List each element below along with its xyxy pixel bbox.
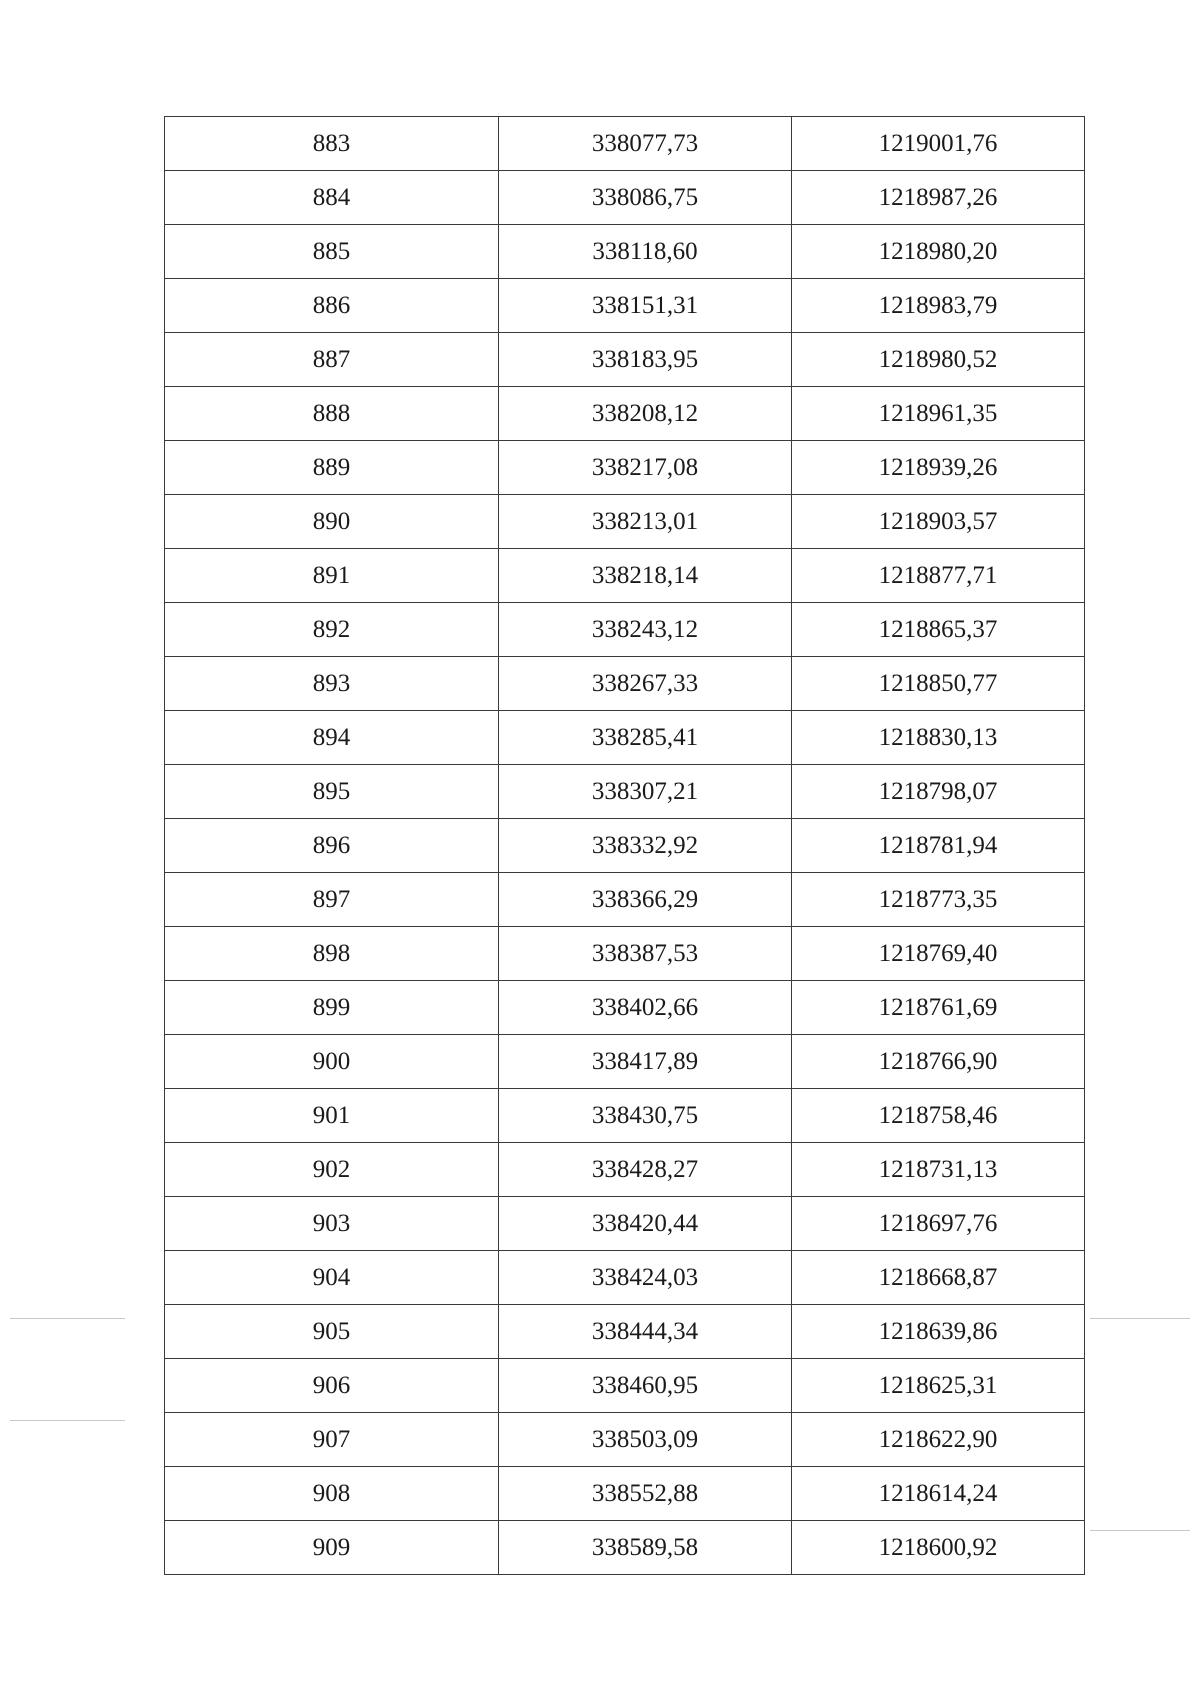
x-coordinate-cell: 338430,75 <box>499 1089 792 1143</box>
x-coordinate-cell: 338213,01 <box>499 495 792 549</box>
x-coordinate-cell: 338402,66 <box>499 981 792 1035</box>
table-row <box>165 819 1085 873</box>
table-row <box>165 711 1085 765</box>
point-number-cell: 890 <box>165 495 499 549</box>
point-number-cell: 898 <box>165 927 499 981</box>
x-coordinate-cell: 338366,29 <box>499 873 792 927</box>
table-row <box>165 1413 1085 1467</box>
y-coordinate-cell: 1218622,90 <box>792 1413 1085 1467</box>
x-coordinate-cell: 338552,88 <box>499 1467 792 1521</box>
x-coordinate-cell: 338503,09 <box>499 1413 792 1467</box>
y-coordinate-cell: 1218614,24 <box>792 1467 1085 1521</box>
point-number-cell: 885 <box>165 225 499 279</box>
point-number-cell: 907 <box>165 1413 499 1467</box>
x-coordinate-cell: 338428,27 <box>499 1143 792 1197</box>
table-row <box>165 1089 1085 1143</box>
table-row <box>165 927 1085 981</box>
x-coordinate-cell: 338151,31 <box>499 279 792 333</box>
y-coordinate-cell: 1218877,71 <box>792 549 1085 603</box>
table-row <box>165 1251 1085 1305</box>
table-row <box>165 171 1085 225</box>
table-row <box>165 1359 1085 1413</box>
y-coordinate-cell: 1218983,79 <box>792 279 1085 333</box>
x-coordinate-cell: 338444,34 <box>499 1305 792 1359</box>
point-number-cell: 900 <box>165 1035 499 1089</box>
y-coordinate-cell: 1218625,31 <box>792 1359 1085 1413</box>
x-coordinate-cell: 338218,14 <box>499 549 792 603</box>
table-row <box>165 495 1085 549</box>
x-coordinate-cell: 338267,33 <box>499 657 792 711</box>
scan-artifact-line <box>1090 1318 1190 1319</box>
y-coordinate-cell: 1218600,92 <box>792 1521 1085 1575</box>
x-coordinate-cell: 338086,75 <box>499 171 792 225</box>
scan-artifact-line <box>1090 1530 1190 1531</box>
point-number-cell: 883 <box>165 117 499 171</box>
point-number-cell: 905 <box>165 1305 499 1359</box>
y-coordinate-cell: 1218758,46 <box>792 1089 1085 1143</box>
table-row <box>165 657 1085 711</box>
y-coordinate-cell: 1218761,69 <box>792 981 1085 1035</box>
table-row <box>165 117 1085 171</box>
y-coordinate-cell: 1218781,94 <box>792 819 1085 873</box>
table-row <box>165 279 1085 333</box>
point-number-cell: 909 <box>165 1521 499 1575</box>
point-number-cell: 896 <box>165 819 499 873</box>
coordinates-table <box>164 116 1085 1575</box>
x-coordinate-cell: 338420,44 <box>499 1197 792 1251</box>
point-number-cell: 891 <box>165 549 499 603</box>
x-coordinate-cell: 338589,58 <box>499 1521 792 1575</box>
point-number-cell: 901 <box>165 1089 499 1143</box>
point-number-cell: 888 <box>165 387 499 441</box>
x-coordinate-cell: 338118,60 <box>499 225 792 279</box>
x-coordinate-cell: 338285,41 <box>499 711 792 765</box>
x-coordinate-cell: 338332,92 <box>499 819 792 873</box>
table-row <box>165 1143 1085 1197</box>
point-number-cell: 908 <box>165 1467 499 1521</box>
point-number-cell: 902 <box>165 1143 499 1197</box>
table-row <box>165 387 1085 441</box>
table-row <box>165 225 1085 279</box>
x-coordinate-cell: 338460,95 <box>499 1359 792 1413</box>
y-coordinate-cell: 1218903,57 <box>792 495 1085 549</box>
y-coordinate-cell: 1218865,37 <box>792 603 1085 657</box>
x-coordinate-cell: 338424,03 <box>499 1251 792 1305</box>
point-number-cell: 899 <box>165 981 499 1035</box>
y-coordinate-cell: 1219001,76 <box>792 117 1085 171</box>
point-number-cell: 886 <box>165 279 499 333</box>
y-coordinate-cell: 1218766,90 <box>792 1035 1085 1089</box>
y-coordinate-cell: 1218980,20 <box>792 225 1085 279</box>
point-number-cell: 892 <box>165 603 499 657</box>
x-coordinate-cell: 338208,12 <box>499 387 792 441</box>
point-number-cell: 887 <box>165 333 499 387</box>
point-number-cell: 884 <box>165 171 499 225</box>
y-coordinate-cell: 1218773,35 <box>792 873 1085 927</box>
y-coordinate-cell: 1218961,35 <box>792 387 1085 441</box>
table-row <box>165 1305 1085 1359</box>
point-number-cell: 906 <box>165 1359 499 1413</box>
table-row <box>165 1521 1085 1575</box>
y-coordinate-cell: 1218731,13 <box>792 1143 1085 1197</box>
table-row <box>165 981 1085 1035</box>
x-coordinate-cell: 338183,95 <box>499 333 792 387</box>
table-row <box>165 549 1085 603</box>
point-number-cell: 895 <box>165 765 499 819</box>
point-number-cell: 903 <box>165 1197 499 1251</box>
y-coordinate-cell: 1218769,40 <box>792 927 1085 981</box>
scan-artifact-line <box>10 1420 125 1421</box>
y-coordinate-cell: 1218830,13 <box>792 711 1085 765</box>
table-row <box>165 873 1085 927</box>
point-number-cell: 893 <box>165 657 499 711</box>
point-number-cell: 897 <box>165 873 499 927</box>
x-coordinate-cell: 338387,53 <box>499 927 792 981</box>
x-coordinate-cell: 338417,89 <box>499 1035 792 1089</box>
table-row <box>165 1197 1085 1251</box>
y-coordinate-cell: 1218798,07 <box>792 765 1085 819</box>
x-coordinate-cell: 338217,08 <box>499 441 792 495</box>
scan-artifact-line <box>10 1318 125 1319</box>
point-number-cell: 904 <box>165 1251 499 1305</box>
table-row <box>165 333 1085 387</box>
table-row <box>165 603 1085 657</box>
y-coordinate-cell: 1218850,77 <box>792 657 1085 711</box>
y-coordinate-cell: 1218668,87 <box>792 1251 1085 1305</box>
y-coordinate-cell: 1218697,76 <box>792 1197 1085 1251</box>
y-coordinate-cell: 1218939,26 <box>792 441 1085 495</box>
x-coordinate-cell: 338243,12 <box>499 603 792 657</box>
table-row <box>165 765 1085 819</box>
x-coordinate-cell: 338077,73 <box>499 117 792 171</box>
point-number-cell: 894 <box>165 711 499 765</box>
table-row <box>165 1035 1085 1089</box>
table-row <box>165 1467 1085 1521</box>
y-coordinate-cell: 1218639,86 <box>792 1305 1085 1359</box>
coordinates-table-body <box>165 117 1085 1575</box>
y-coordinate-cell: 1218987,26 <box>792 171 1085 225</box>
y-coordinate-cell: 1218980,52 <box>792 333 1085 387</box>
table-row <box>165 441 1085 495</box>
point-number-cell: 889 <box>165 441 499 495</box>
x-coordinate-cell: 338307,21 <box>499 765 792 819</box>
